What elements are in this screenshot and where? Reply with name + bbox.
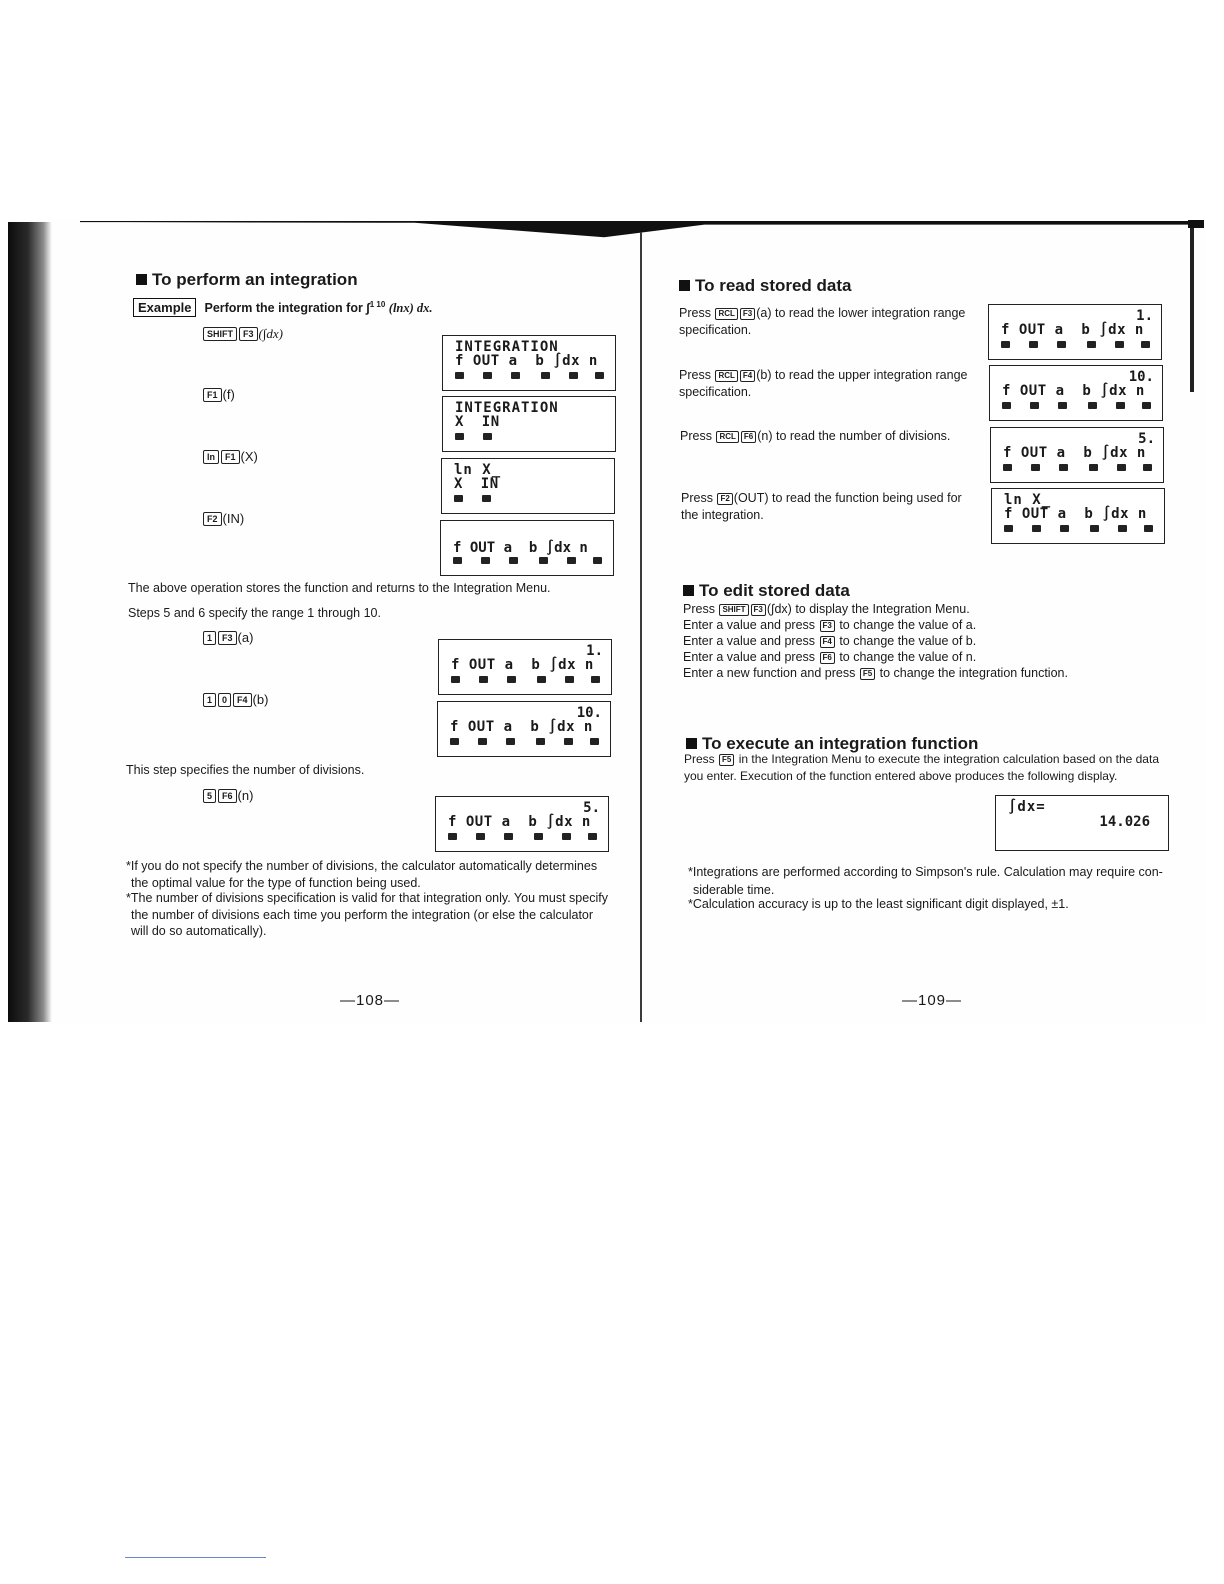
exec-text: in the Integration Menu to execute the integration calculation based on the data — [735, 752, 1159, 766]
read-text: (n) to read the number of divisions. — [757, 429, 951, 443]
exec-title-text: To execute an integration function — [702, 734, 979, 753]
read-item-4 — [681, 490, 962, 507]
function-key-indicators — [455, 433, 605, 441]
function-key-indicators — [1003, 464, 1153, 472]
shift-key: SHIFT — [719, 604, 748, 616]
left-note-2a: *The number of divisions specification is valid for that integration only. You must specify — [126, 891, 608, 905]
step-suffix: (IN) — [222, 511, 245, 526]
left-paragraph-1: The above operation stores the function and returns to the Integration Menu. — [128, 581, 551, 595]
digit-5-key: 5 — [203, 789, 216, 803]
function-key-indicators — [1002, 402, 1152, 410]
f3-key: F3 — [820, 620, 835, 632]
lcd-screen — [989, 365, 1163, 421]
left-section-title — [136, 270, 358, 290]
example-label: Example — [133, 298, 196, 317]
lcd-screen — [990, 427, 1164, 483]
lcd-value: 1. — [1136, 308, 1153, 324]
page-edge-left — [8, 222, 52, 1022]
read-item-2 — [679, 367, 967, 384]
function-key-indicators — [1004, 525, 1154, 533]
read-section-title — [679, 276, 852, 296]
lcd-line-2: f OUT a b ∫dx n — [450, 719, 593, 735]
lcd-line-2: f OUT a b ∫dx n — [451, 657, 594, 673]
f1-key: F1 — [221, 450, 240, 464]
bullet-square-icon — [686, 738, 697, 749]
lcd-line-1: ln X_ — [1004, 492, 1052, 508]
rcl-key: RCL — [716, 431, 738, 443]
read-item-3 — [680, 428, 950, 445]
read-title-text: To read stored data — [695, 276, 852, 295]
page-corner-right — [1188, 220, 1204, 228]
left-note-2b: the number of divisions each time you perform the integration (or else the calculator — [131, 908, 594, 922]
f1-key: F1 — [203, 388, 222, 402]
f6-key: F6 — [218, 789, 237, 803]
lcd-value: 5. — [1138, 431, 1155, 447]
f3-key: F3 — [218, 631, 237, 645]
f4-key: F4 — [233, 693, 252, 707]
left-paragraph-3: This step specifies the number of divisions. — [126, 763, 365, 777]
lcd-screen — [435, 796, 609, 852]
example-line — [133, 296, 433, 317]
lcd-screen — [442, 396, 616, 452]
ln-key: ln — [203, 450, 219, 464]
f6-key: F6 — [741, 431, 756, 443]
lcd-screen — [991, 488, 1165, 544]
read-text: (a) to read the lower integration range — [756, 306, 966, 320]
function-key-indicators — [454, 495, 604, 503]
right-note-2: *Calculation accuracy is up to the least significant digit displayed, ±1. — [688, 897, 1069, 911]
lcd-value: 5. — [583, 800, 600, 816]
left-note-2c: will do so automatically). — [131, 924, 267, 938]
lcd-line-2: f OUT a b ∫dx n — [1002, 383, 1145, 399]
digit-1-key: 1 — [203, 693, 216, 707]
lcd-screen — [438, 639, 612, 695]
example-expr: (lnx) dx. — [388, 301, 433, 316]
exec-pre: Press — [684, 752, 719, 766]
edit-pre: Enter a new function and press — [683, 666, 859, 680]
edit-post: to change the value of a. — [835, 618, 977, 632]
lcd-screen — [440, 520, 614, 576]
step-suffix: (a) — [237, 630, 254, 645]
page-edge-right — [1190, 222, 1194, 392]
f3-key: F3 — [740, 308, 755, 320]
read-pre: Press — [679, 306, 715, 320]
step-1 — [202, 326, 283, 342]
footer-rule — [125, 1557, 266, 1558]
step-7 — [202, 788, 253, 803]
page-number-right: —109— — [902, 992, 963, 1009]
lcd-screen — [437, 701, 611, 757]
read-text: (OUT) to read the function being used for — [733, 491, 962, 505]
edit-post: to change the value of b. — [835, 634, 977, 648]
lcd-line-2: f OUT a b ∫dx n — [1003, 445, 1146, 461]
edit-post: to change the value of n. — [835, 650, 977, 664]
function-key-indicators — [448, 833, 598, 841]
left-note-1b: the optimal value for the type of function being used. — [131, 876, 421, 890]
right-note-1b: siderable time. — [693, 883, 775, 897]
f3-key: F3 — [239, 327, 258, 341]
step-suffix: (b) — [252, 692, 269, 707]
edit-post: to change the integration function. — [876, 666, 1068, 680]
function-key-indicators — [453, 557, 603, 565]
step-suffix: (n) — [237, 788, 254, 803]
read-text: (b) to read the upper integration range — [756, 368, 968, 382]
lcd-line-2: X IN — [454, 476, 499, 492]
page-gutter — [640, 232, 642, 1022]
function-key-indicators — [451, 676, 601, 684]
bullet-square-icon — [683, 585, 694, 596]
rcl-key: RCL — [715, 370, 737, 382]
read-item-2b: specification. — [679, 385, 752, 399]
left-title-text: To perform an integration — [152, 270, 358, 289]
left-note-1a: *If you do not specify the number of divisions, the calculator automatically determines — [126, 859, 598, 873]
f2-key: F2 — [717, 493, 732, 505]
lcd-line-1: ln X_ — [454, 462, 502, 478]
function-key-indicators — [455, 372, 605, 380]
f6-key: F6 — [820, 652, 835, 664]
function-key-indicators — [1001, 341, 1151, 349]
result-screen — [995, 795, 1169, 851]
function-key-indicators — [450, 738, 600, 746]
read-item-1b: specification. — [679, 323, 752, 337]
edit-post: (∫dx) to display the Integration Menu. — [766, 602, 970, 616]
step-3 — [202, 449, 258, 464]
edit-pre: Enter a value and press — [683, 650, 819, 664]
edit-line-3 — [683, 633, 976, 650]
digit-1-key: 1 — [203, 631, 216, 645]
f2-key: F2 — [203, 512, 222, 526]
f4-key: F4 — [740, 370, 755, 382]
edit-line-5 — [683, 665, 1068, 682]
edit-pre: Enter a value and press — [683, 634, 819, 648]
f4-key: F4 — [820, 636, 835, 648]
result-value: 14.026 — [1099, 814, 1150, 830]
lcd-line-2: f OUT a b ∫dx n — [1004, 506, 1147, 522]
lcd-line-2: f OUT a b ∫dx n — [1001, 322, 1144, 338]
step-2 — [202, 387, 235, 402]
edit-title-text: To edit stored data — [699, 581, 850, 600]
read-pre: Press — [680, 429, 716, 443]
edit-pre: Enter a value and press — [683, 618, 819, 632]
lcd-value: 1. — [586, 643, 603, 659]
exec-line-2: you enter. Execution of the function entered above produces the following display. — [684, 769, 1118, 783]
digit-0-key: 0 — [218, 693, 231, 707]
example-limits: 1 10 — [369, 300, 386, 309]
read-item-4b: the integration. — [681, 508, 764, 522]
page-number-left: —108— — [340, 992, 401, 1009]
f5-key: F5 — [719, 754, 734, 766]
lcd-screen — [441, 458, 615, 514]
step-suffix: (∫dx) — [258, 326, 284, 341]
step-6 — [202, 692, 268, 707]
rcl-key: RCL — [715, 308, 737, 320]
edit-pre: Press — [683, 602, 719, 616]
edit-line-2 — [683, 617, 976, 634]
bullet-square-icon — [136, 274, 147, 285]
lcd-screen — [442, 335, 616, 391]
bullet-square-icon — [679, 280, 690, 291]
read-pre: Press — [681, 491, 717, 505]
step-4 — [202, 511, 244, 526]
read-pre: Press — [679, 368, 715, 382]
right-note-1a: *Integrations are performed according to Simpson's rule. Calculation may require con- — [688, 865, 1163, 879]
lcd-line-2: f OUT a b ∫dx n — [448, 814, 591, 830]
lcd-line-2: X IN — [455, 414, 500, 430]
f3-key: F3 — [751, 604, 766, 616]
read-item-1 — [679, 305, 965, 322]
lcd-line-1: INTEGRATION — [455, 339, 559, 355]
left-paragraph-2: Steps 5 and 6 specify the range 1 through 10. — [128, 606, 381, 620]
lcd-value: 10. — [1128, 369, 1154, 385]
lcd-line-1: INTEGRATION — [455, 400, 559, 416]
edit-line-1 — [683, 601, 970, 618]
edit-line-4 — [683, 649, 976, 666]
step-suffix: (X) — [240, 449, 258, 464]
shift-key: SHIFT — [203, 327, 237, 341]
step-suffix: (f) — [222, 387, 235, 402]
example-text: Perform the integration for ∫ — [204, 301, 370, 316]
lcd-screen — [988, 304, 1162, 360]
edit-section-title — [683, 581, 850, 601]
lcd-value: 10. — [576, 705, 602, 721]
exec-line-1 — [684, 751, 1159, 768]
lcd-line-2: f OUT a b ∫dx n — [455, 353, 598, 369]
result-label: ∫dx= — [1008, 799, 1046, 815]
f5-key: F5 — [860, 668, 875, 680]
step-5 — [202, 630, 253, 645]
lcd-line-2: f OUT a b ∫dx n — [453, 540, 588, 556]
